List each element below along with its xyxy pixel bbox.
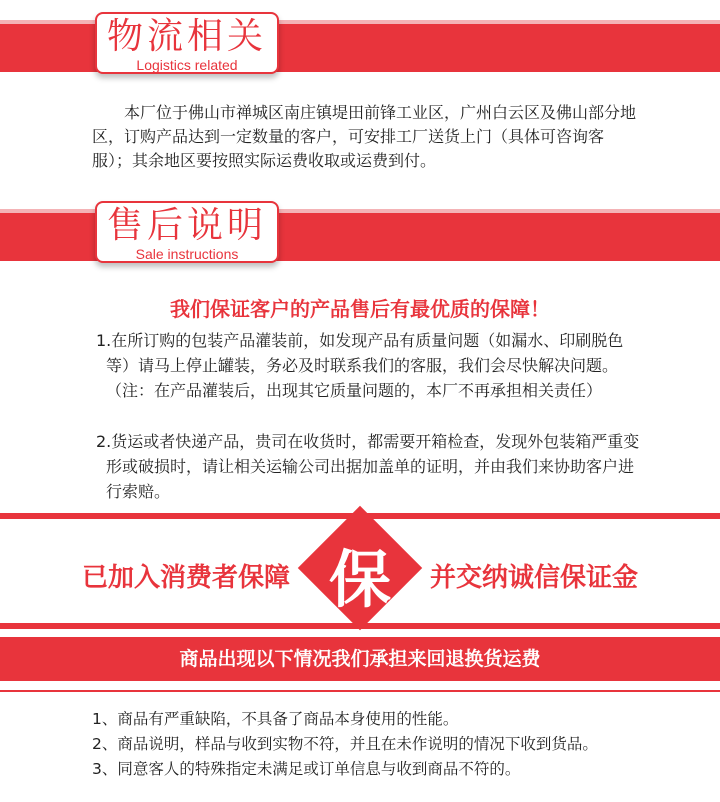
aftersale-title-cn: 售后说明 [106, 205, 267, 246]
logistics-text: 本厂位于佛山市禅城区南庄镇堤田前锋工业区，广州白云区及佛山部分地区，订购产品达到一定数量的客户，可安排工厂送货上门（具体可咨询客服）；其余地区要按照实际运费收取或运费到付。 [92, 103, 637, 170]
guarantee-left-text: 已加入消费者保障 [82, 563, 291, 593]
guarantee-center-char: 保 [328, 543, 391, 616]
guarantee-right-text: 并交纳诚信保证金 [430, 563, 639, 593]
aftersale-item-2: 2.货运或者快递产品，贵司在收货时，都需要开箱检查，发现外包装箱严重变形或破损时，请让相关运输公司出据加盖单的证明，并由我们来协助客户进行索赔。 [96, 432, 640, 501]
returns-item-3: 3、同意客人的特殊指定未满足或订单信息与收到商品不符的。 [92, 760, 521, 778]
aftersale-title-en: Sale instructions [135, 246, 239, 262]
logistics-title-cn: 物流相关 [106, 16, 267, 57]
aftersale-title-badge [95, 201, 279, 263]
logistics-title-badge [95, 12, 279, 74]
aftersale-headline: 我们保证客户的产品售后有最优质的保障！ [170, 297, 550, 321]
returns-divider [0, 690, 720, 692]
returns-ribbon: 商品出现以下情况我们承担来回退换货运费 [0, 637, 720, 681]
returns-item-1: 1、商品有严重缺陷，不具备了商品本身使用的性能。 [92, 710, 459, 728]
logistics-title-en: Logistics related [136, 57, 238, 73]
aftersale-item-1: 1.在所订购的包装产品灌装前，如发现产品有质量问题（如漏水、印刷脱色等）请马上停止罐装，务必及时联系我们的客服，我们会尽快解决问题。（注：在产品灌装后，出现其它质量问题的，本厂不再承担相关责任） [96, 331, 624, 400]
returns-item-2: 2、商品说明，样品与收到实物不符，并且在未作说明的情况下收到货品。 [92, 735, 598, 753]
